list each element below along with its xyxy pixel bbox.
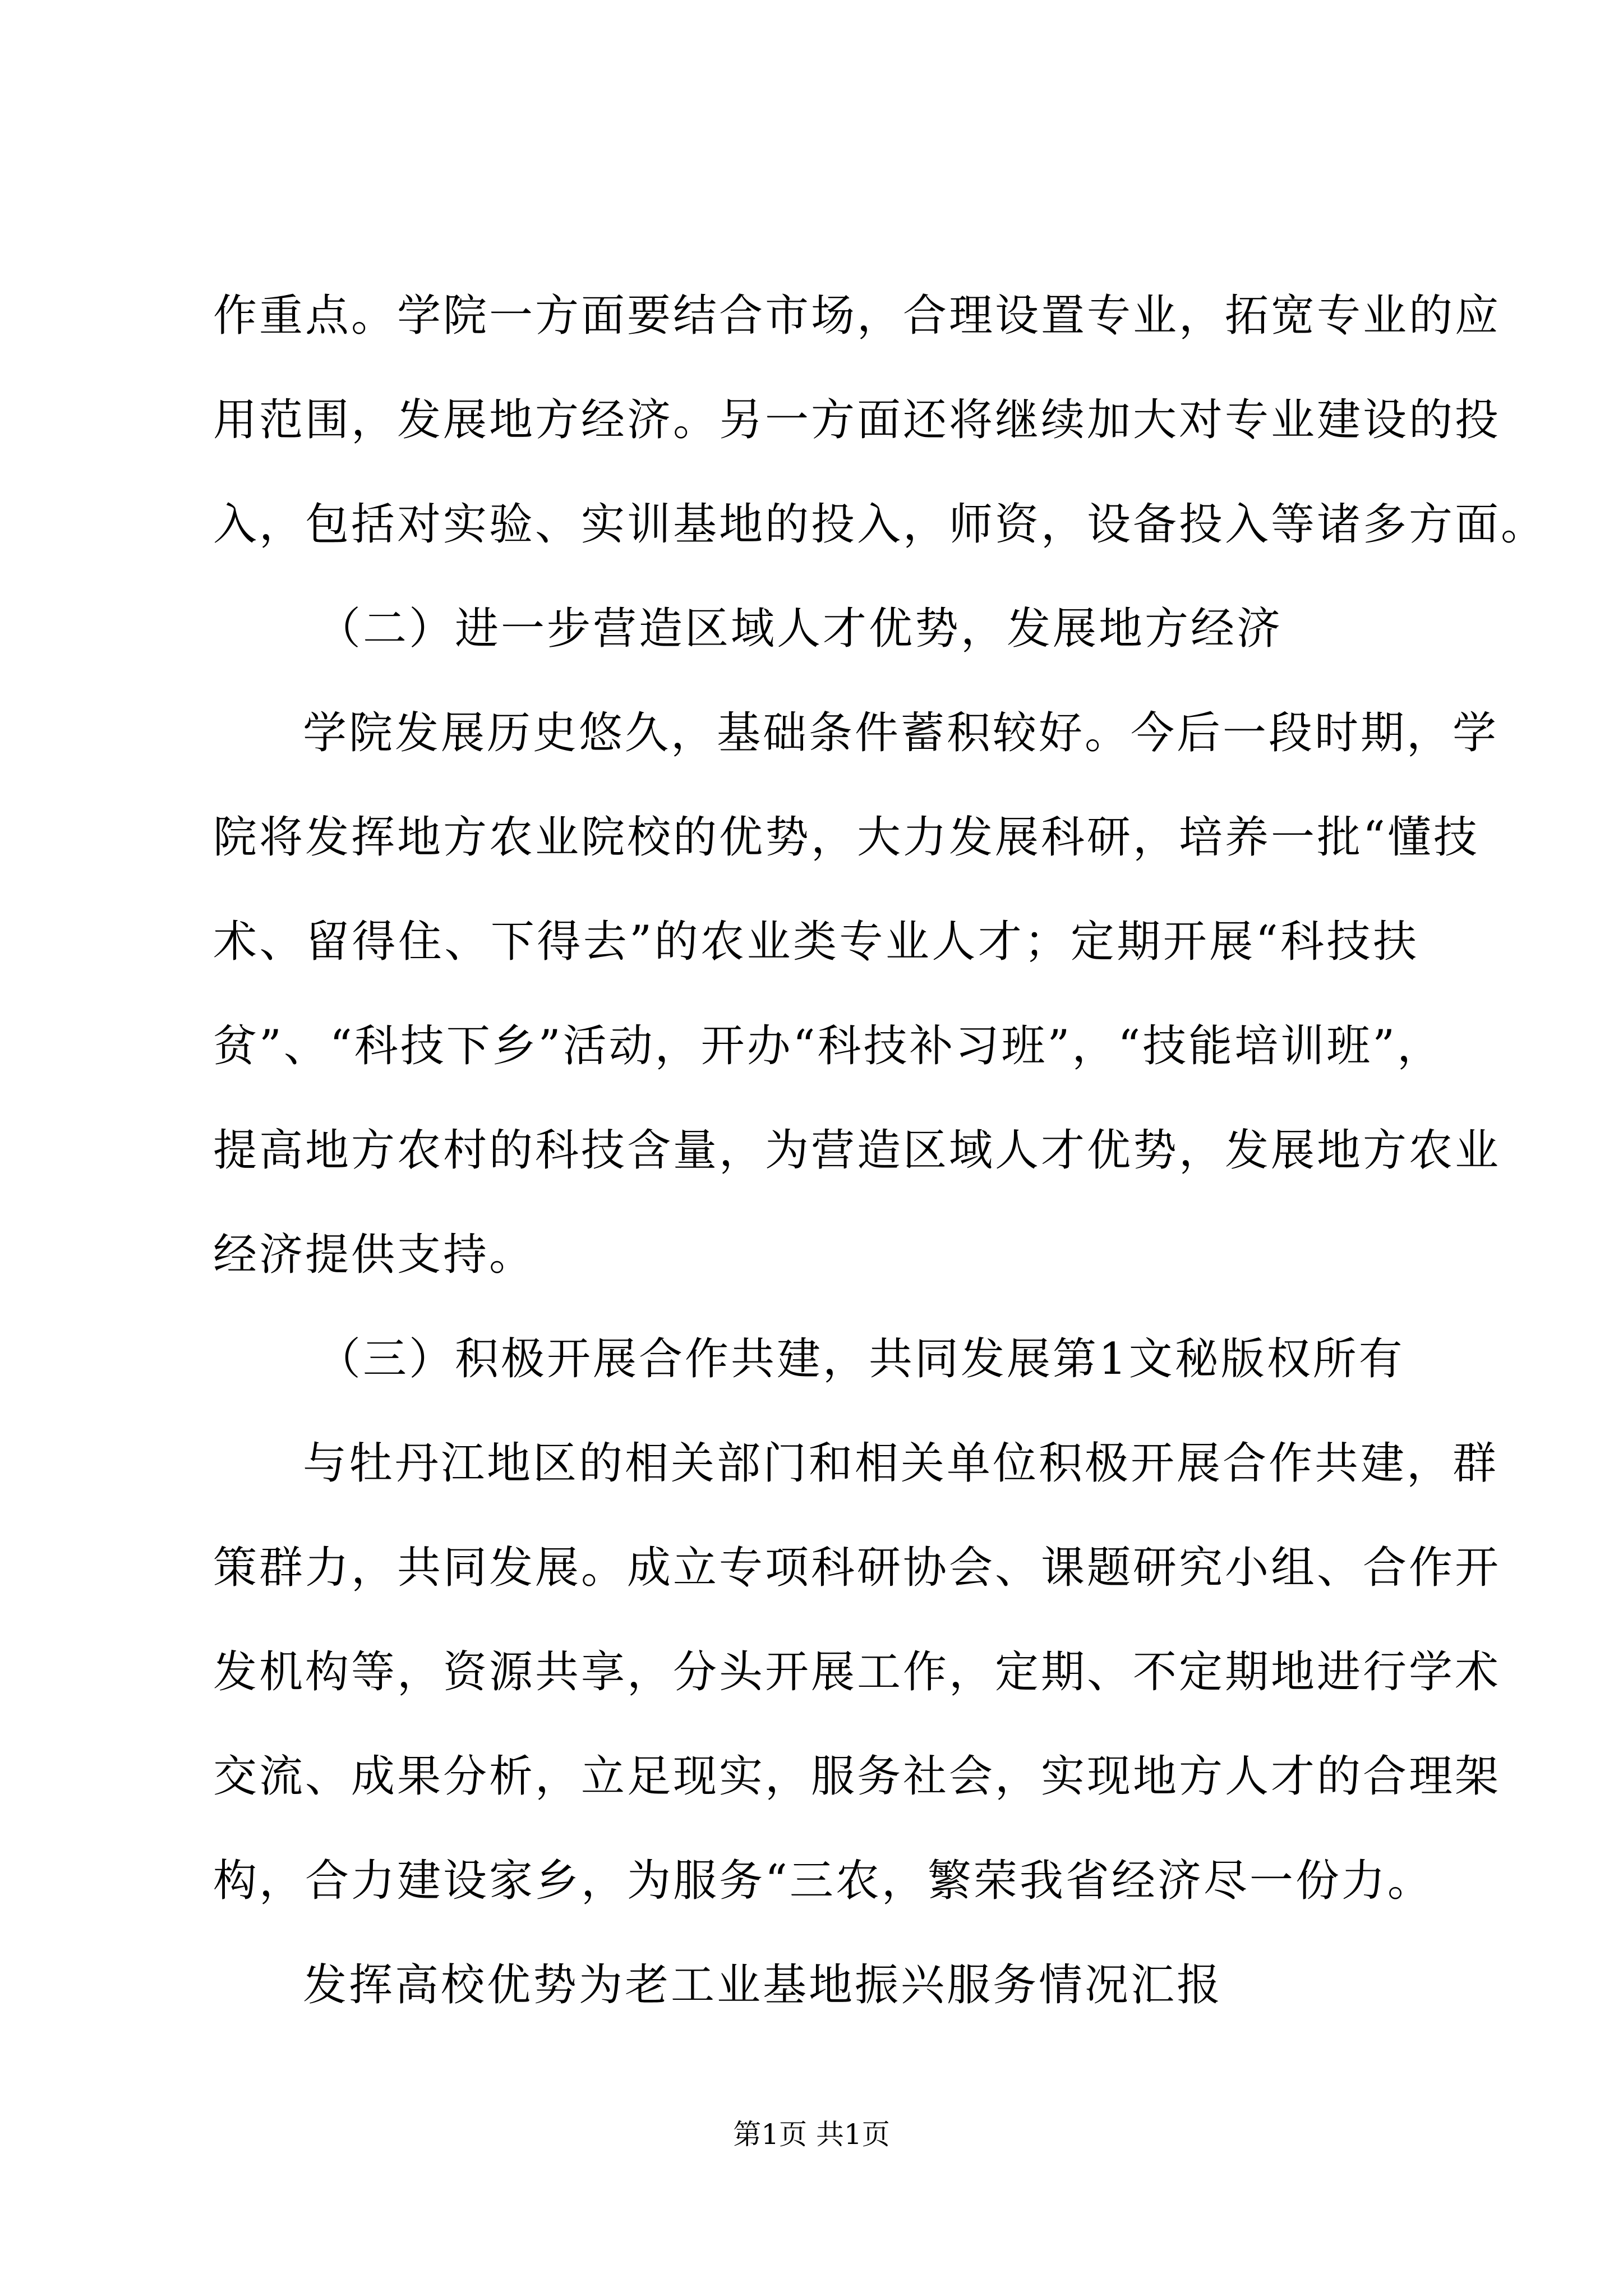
paragraph-line: 策群力，共同发展。成立专项科研协会、课题研究小组、合作开 xyxy=(213,1543,1501,1593)
document-body xyxy=(213,264,1547,2037)
paragraph-line: 学院发展历史悠久，基础条件蓄积较好。今后一段时期，学 xyxy=(303,708,1499,758)
paragraph-line: 院将发挥地方农业院校的优势，大力发展科研，培养一批“懂技 xyxy=(213,812,1479,863)
paragraph-line: 作重点。学院一方面要结合市场，合理设置专业，拓宽专业的应 xyxy=(213,291,1501,341)
paragraph-line: 经济提供支持。 xyxy=(213,1230,536,1280)
paragraph-line: 术、留得住、下得去”的农业类专业人才；定期开展“科技扶 xyxy=(213,917,1419,967)
paragraph-line: 入，包括对实验、实训基地的投入，师资，设备投入等诸多方面。 xyxy=(213,499,1547,550)
paragraph-line: 与牡丹江地区的相关部门和相关单位积极开展合作共建，群 xyxy=(303,1438,1499,1489)
paragraph-line: 提高地方农村的科技含量，为营造区域人才优势，发展地方农业 xyxy=(213,1125,1501,1176)
document-title-line: 发挥高校优势为老工业基地振兴服务情况汇报 xyxy=(303,1960,1223,2010)
paragraph-line: 用范围，发展地方经济。另一方面还将继续加大对专业建设的投 xyxy=(213,395,1501,445)
paragraph-line: 构，合力建设家乡，为服务“三农，繁荣我省经济尽一份力。 xyxy=(213,1856,1433,1906)
paragraph-line: 贫”、“科技下乡”活动，开办“科技补习班”，“技能培训班”， xyxy=(213,1021,1444,1071)
paragraph-line: 发机构等，资源共享，分头开展工作，定期、不定期地进行学术 xyxy=(213,1647,1501,1697)
page-footer: 第1页 共1页 xyxy=(733,2118,890,2151)
section-heading: （三）积极开展合作共建，共同发展第1文秘版权所有 xyxy=(317,1334,1405,1384)
paragraph-line: 交流、成果分析，立足现实，服务社会，实现地方人才的合理架 xyxy=(213,1751,1501,1802)
section-heading: （二）进一步营造区域人才优势，发展地方经济 xyxy=(317,604,1283,654)
